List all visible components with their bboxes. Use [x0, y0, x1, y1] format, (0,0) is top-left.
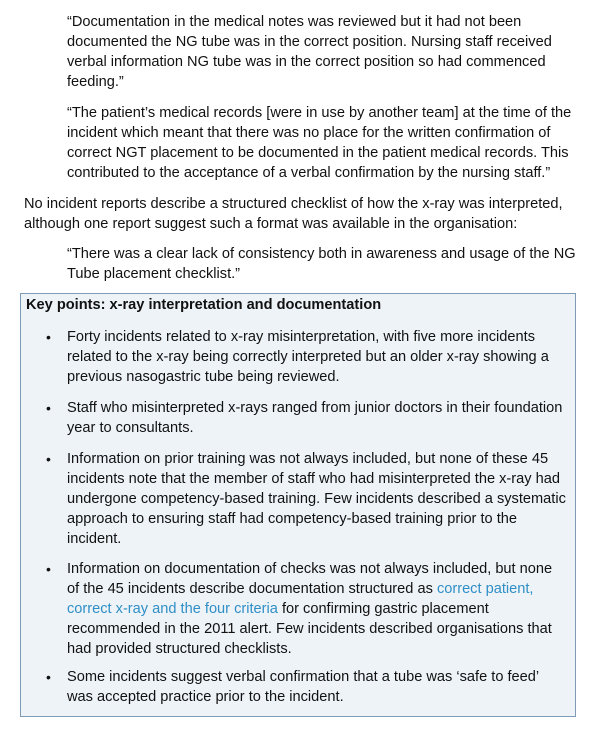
key-points-box — [20, 293, 576, 717]
key-point-text: Information on prior training was not always included, but none of these 45 incidents note that the member of staff who had misinterpreted the x-ray had undergone competency-based training. Few incidents described a systematic approach to ensuring staff had competency-based training prior to the incident. — [67, 451, 566, 547]
key-point-item — [46, 327, 567, 387]
key-point-item — [46, 398, 567, 438]
four-criteria-link[interactable]: correct patient, correct x-ray and the four criteria — [67, 581, 534, 617]
bullet-icon: • — [46, 400, 51, 416]
bullet-icon: • — [46, 669, 51, 685]
body-paragraph-checklist: No incident reports describe a structured checklist of how the x-ray was interpreted, although one report suggest such a format was available in the organisation: — [24, 196, 563, 232]
bullet-icon: • — [46, 451, 51, 467]
bullet-icon: • — [46, 561, 51, 577]
key-point-item — [46, 559, 567, 659]
key-point-text-after-link: for confirming gastric placement recommended in the 2011 alert. Few incidents described organisations that had provided structured checklists. — [67, 601, 552, 657]
quote-checklist-consistency: “There was a clear lack of consistency both in awareness and usage of the NG Tube placement checklist.” — [67, 246, 576, 282]
key-point-text: Forty incidents related to x-ray misinterpretation, with five more incidents related to the x-ray being correctly interpreted but an older x-ray showing a previous nasogastric tube being reviewed. — [67, 329, 549, 385]
quote-documentation-notes: “Documentation in the medical notes was reviewed but it had not been documented the NG tube was in the correct position. Nursing staff received verbal information NG tube was in the correct position so had commenced feeding.” — [67, 14, 552, 90]
bullet-icon: • — [46, 329, 51, 345]
key-point-text: Staff who misinterpreted x-rays ranged from junior doctors in their foundation year to consultants. — [67, 400, 563, 436]
key-point-text-before-link: Information on documentation of checks was not always included, but none of the 45 incidents describe documentation structured as — [67, 561, 553, 597]
key-point-item — [46, 667, 567, 707]
quote-medical-records: “The patient’s medical records [were in use by another team] at the time of the incident which meant that there was no place for the written confirmation of correct NGT placement to be documented in the patient medical records. This contributed to the acceptance of a verbal confirmation by the nursing staff.” — [67, 105, 572, 181]
key-point-item — [46, 449, 567, 549]
key-point-text: Some incidents suggest verbal confirmation that a tube was ‘safe to feed’ was accepted practice prior to the incident. — [67, 669, 539, 705]
key-points-title: Key points: x-ray interpretation and documentation — [26, 297, 382, 313]
